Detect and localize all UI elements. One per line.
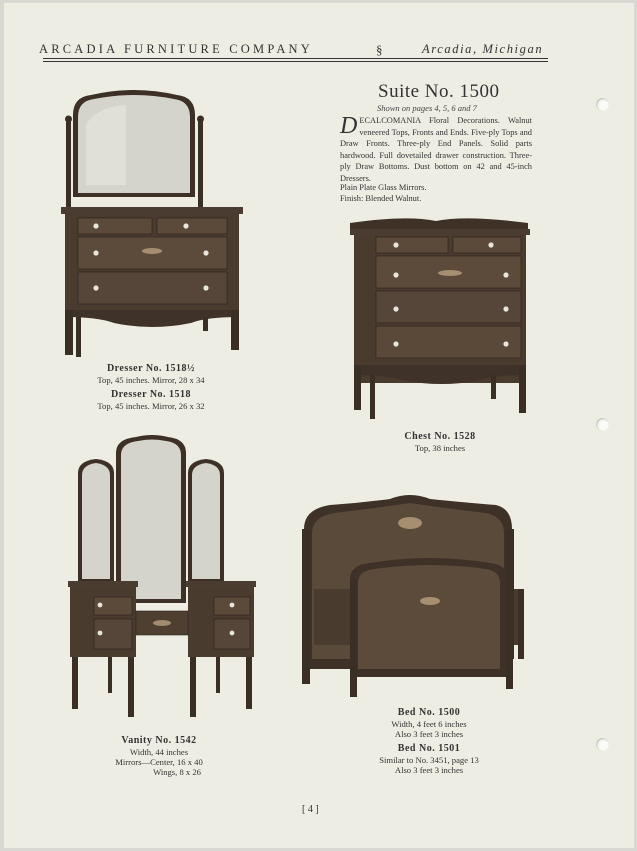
suite-shown-on: Shown on pages 4, 5, 6 and 7 xyxy=(377,103,477,113)
bed-1500-name: Bed No. 1500 xyxy=(397,707,461,718)
bed-1501-spec-also: Also 3 feet 3 inches xyxy=(394,765,464,775)
drop-cap: D xyxy=(340,113,358,139)
dresser-illustration xyxy=(56,85,246,365)
punch-hole xyxy=(596,98,609,111)
bed-1500-spec-also: Also 3 feet 3 inches xyxy=(394,729,464,739)
bed-1500-spec-width: Width, 4 feet 6 inches xyxy=(391,719,467,729)
header-rule xyxy=(43,58,548,59)
bed-1501-spec-similar: Similar to No. 3451, page 13 xyxy=(379,755,479,765)
suite-glass: Plain Plate Glass Mirrors. xyxy=(340,183,427,192)
vanity-1542-name: Vanity No. 1542 xyxy=(121,735,197,746)
chest-1528-name: Chest No. 1528 xyxy=(404,431,476,442)
description-text: ECALCOMANIA Floral Decorations. Walnut veneered Tops, Fronts and Ends. Five-ply Tops and Draw Fronts. Three-ply End Panels. Solid parts hardwood. Full dovetailed drawer construction. Three-ply Draw Bottoms. Dust bottom on 42 and 45-inch Dressers. xyxy=(340,116,532,183)
chest-illustration xyxy=(346,215,536,420)
dresser-1518-spec: Top, 45 inches. Mirror, 26 x 32 xyxy=(97,401,205,411)
dresser-1518-name: Dresser No. 1518 xyxy=(110,389,192,400)
suite-description xyxy=(340,115,532,185)
bed-1501-name: Bed No. 1501 xyxy=(397,743,461,754)
catalog-page xyxy=(4,3,634,848)
punch-hole xyxy=(596,418,609,431)
vanity-1542-spec-width: Width, 44 inches xyxy=(129,747,189,757)
dresser-1518-half-spec: Top, 45 inches. Mirror, 28 x 34 xyxy=(97,375,205,385)
dresser-1518-half-name: Dresser No. 1518½ xyxy=(106,363,196,374)
header-location: Arcadia, Michigan xyxy=(422,42,544,56)
suite-finish: Finish: Blended Walnut. xyxy=(340,194,422,203)
page-number: [ 4 ] xyxy=(302,804,319,815)
bed-caption xyxy=(354,707,504,775)
chest-caption xyxy=(370,431,510,453)
header-ornament: § xyxy=(376,42,383,57)
dresser-caption xyxy=(66,363,236,411)
vanity-1542-spec-center: Mirrors—Center, 16 x 40 xyxy=(115,757,203,767)
vanity-illustration xyxy=(66,433,266,733)
header-company: ARCADIA FURNITURE COMPANY xyxy=(39,42,314,56)
chest-1528-spec: Top, 38 inches xyxy=(414,443,466,453)
vanity-caption xyxy=(84,735,234,777)
header-rule-thin xyxy=(43,61,548,62)
vanity-1542-spec-wings: Wings, 8 x 26 xyxy=(153,767,201,777)
punch-hole xyxy=(596,738,609,751)
suite-title: Suite No. 1500 xyxy=(378,81,500,102)
bed-illustration xyxy=(300,489,530,699)
